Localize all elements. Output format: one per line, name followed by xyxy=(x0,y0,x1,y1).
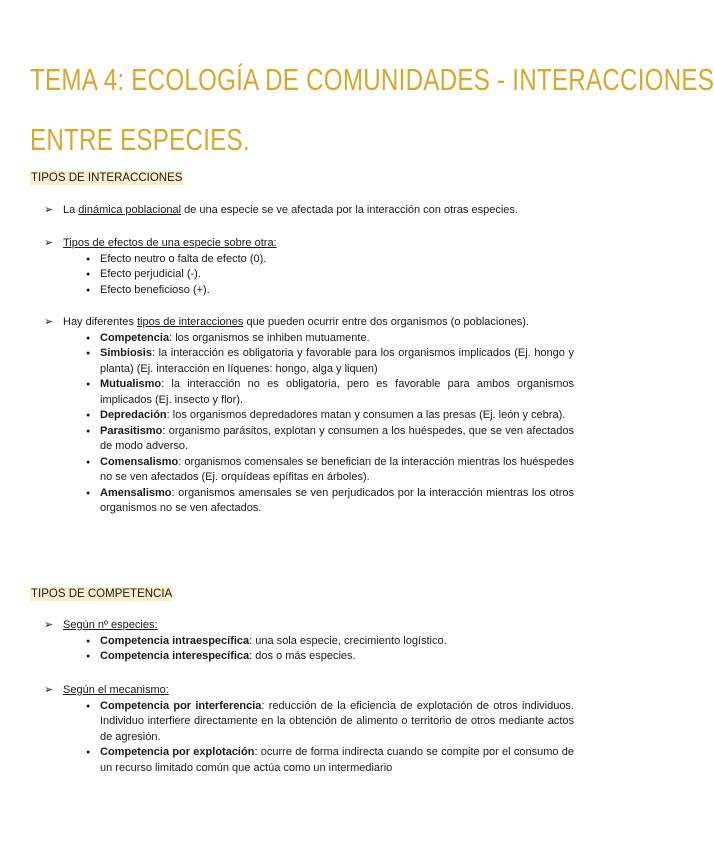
list-item xyxy=(44,331,574,347)
term: Parasitismo xyxy=(100,424,163,437)
effects-list xyxy=(44,252,574,299)
term-description: : organismos comensales se benefician de la interacción mientras los huéspedes no se ven afectados (Ej. orquídeas epífitas en árboles). xyxy=(100,455,574,483)
term: Depredación xyxy=(100,409,167,421)
title-line-2: ENTRE ESPECIES. xyxy=(30,122,250,157)
paragraph: Hay diferentes tipos de interacciones que pueden ocurrir entre dos organismos (o poblaciones). xyxy=(63,316,529,328)
list-item xyxy=(44,699,574,746)
bullet-segun-mecanismo xyxy=(44,683,574,776)
page-title xyxy=(30,50,714,170)
arrow-bullet-icon: ➢ xyxy=(44,684,54,696)
interactions-list xyxy=(44,331,574,517)
arrow-bullet-icon: ➢ xyxy=(44,204,54,216)
term: Simbiosis xyxy=(100,347,152,359)
arrow-bullet-icon: ➢ xyxy=(44,237,54,249)
term: Competencia xyxy=(100,331,170,344)
list-item xyxy=(44,486,574,517)
term: Mutualismo xyxy=(100,378,162,390)
list-item: ● Efecto neutro o falta de efecto (0). xyxy=(44,252,574,268)
mechanism-competition-list xyxy=(44,699,574,777)
underlined-term: dinámica poblacional xyxy=(78,204,182,216)
list-heading: Tipos de efectos de una especie sobre otra: xyxy=(63,237,277,249)
term-description: : dos o más especies. xyxy=(249,650,356,662)
list-item xyxy=(44,634,574,650)
list-heading: Según el mecanismo: xyxy=(63,684,169,696)
term: Competencia por explotación xyxy=(100,746,255,758)
bullet-tipos-interacciones xyxy=(44,315,574,517)
arrow-bullet-icon: ➢ xyxy=(44,316,54,328)
list-item xyxy=(44,346,574,377)
term-description: : organismo parásitos, explotan y consumen a los huéspedes, que se ven afectados de modo adverso. xyxy=(100,424,574,452)
list-item: ● Efecto perjudicial (-). xyxy=(44,267,574,283)
list-item: ● Efecto beneficioso (+). xyxy=(44,283,574,299)
term: Competencia intraespecífica xyxy=(100,634,250,647)
term: Comensalismo xyxy=(100,455,179,468)
section-heading-competencia: TIPOS DE COMPETENCIA xyxy=(31,588,173,600)
list-item xyxy=(44,649,574,665)
bullet-tipos-efectos xyxy=(44,236,574,298)
term-description: : los organismos se inhiben mutuamente. xyxy=(169,331,370,344)
list-item xyxy=(44,745,574,776)
title-line-1: TEMA 4: ECOLOGÍA DE COMUNIDADES - INTERACCIONES xyxy=(30,62,714,97)
term: Competencia interespecífica xyxy=(100,650,250,662)
term-description: : reducción de la eficiencia de explotación de otros individuos. Individuo interfiere directamente en la obtención de alimento o territorio de otros mediante actos de agresión. xyxy=(100,699,574,743)
underlined-term: tipos de interacciones xyxy=(136,316,244,328)
term: Competencia por interferencia xyxy=(100,699,262,712)
species-competition-list xyxy=(44,634,574,665)
term-description: : la interacción es obligatoria y favorable para los organismos implicados (Ej. hongo y planta) (Ej. interacción en líquenes: hongo, alga y liquen) xyxy=(100,347,574,375)
list-item xyxy=(44,408,574,424)
term-description: : los organismos depredadores matan y consumen a las presas (Ej. león y cebra). xyxy=(166,409,566,421)
list-item xyxy=(44,455,574,486)
bullet-dinamica xyxy=(44,203,574,219)
list-item xyxy=(44,424,574,455)
term-description: : ocurre de forma indirecta cuando se compite por el consumo de un recurso limitado común que actúa como un intermediario xyxy=(100,746,574,774)
term: Amensalismo xyxy=(100,486,172,499)
term-description: : una sola especie, crecimiento logístico. xyxy=(249,634,447,647)
term-description: : la interacción no es obligatoria, pero es favorable para ambos organismos implicados (Ej. insecto y flor). xyxy=(100,378,574,406)
paragraph: La dinámica poblacional de una especie se ve afectada por la interacción con otras especies. xyxy=(63,204,518,216)
list-heading: Según nº especies: xyxy=(63,619,158,631)
bullet-segun-especies xyxy=(44,618,574,665)
section-heading-interacciones: TIPOS DE INTERACCIONES xyxy=(31,172,183,184)
list-item xyxy=(44,377,574,408)
arrow-bullet-icon: ➢ xyxy=(44,619,54,631)
term-description: : organismos amensales se ven perjudicados por la interacción mientras los otros organismos no se ven afectados. xyxy=(100,486,574,514)
